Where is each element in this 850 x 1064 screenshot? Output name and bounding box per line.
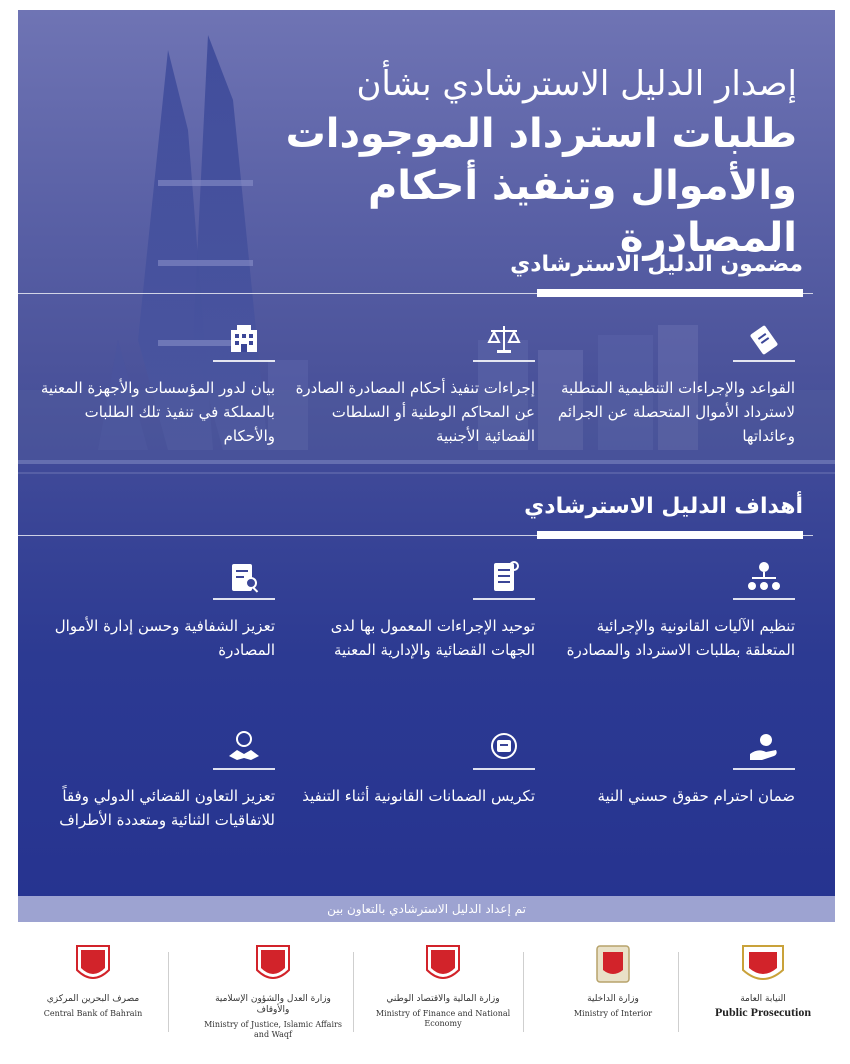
logo-caption-ar: وزارة العدل والشؤون الإسلامية والأوقاف xyxy=(215,994,331,1015)
goal-item-text: توحيد الإجراءات المعمول بها لدى الجهات القضائية والإدارية المعنية xyxy=(330,617,535,659)
hierarchy-icon xyxy=(733,560,795,600)
goal-item-text: ضمان احترام حقوق حسني النية xyxy=(597,787,795,805)
logo-caption-ar: وزارة المالية والاقتصاد الوطني xyxy=(386,994,500,1004)
central-bank-emblem-icon xyxy=(63,940,123,990)
hand-coin-icon xyxy=(733,730,795,770)
logo-caption-en: Public Prosecution xyxy=(714,1005,812,1019)
logo-ministry-of-interior xyxy=(538,940,688,1040)
collaboration-band: تم إعداد الدليل الاسترشادي بالتعاون بين xyxy=(18,896,835,922)
logo-divider xyxy=(353,952,354,1032)
goal-item-transparency xyxy=(35,560,275,662)
poster-frame xyxy=(18,10,835,910)
goal-item-text: تعزيز التعاون القضائي الدولي وفقاً للاتفاقيات الثنائية ومتعددة الأطراف xyxy=(59,787,275,829)
goal-item-good-faith xyxy=(555,730,795,808)
logo-caption-ar: وزارة الداخلية xyxy=(587,994,639,1004)
goal-item-unify xyxy=(295,560,535,662)
content-item-rules xyxy=(555,322,795,448)
content-item-procedures xyxy=(295,322,535,448)
logo-caption-en: Ministry of Finance and National Economy xyxy=(375,1009,511,1028)
goal-item-text: تنظيم الآليات القانونية والإجرائية المتعلقة بطلبات الاسترداد والمصادرة xyxy=(566,617,795,659)
goal-item-text: تعزيز الشفافية وحسن إدارة الأموال المصادرة xyxy=(54,617,275,659)
logo-divider xyxy=(168,952,169,1032)
checklist-icon xyxy=(473,560,535,600)
logo-ministry-of-justice xyxy=(198,940,348,1040)
content-item-institutions xyxy=(35,322,275,448)
goal-item-text: تكريس الضمانات القانونية أثناء التنفيذ xyxy=(302,787,535,805)
content-item-text: القواعد والإجراءات التنظيمية المتطلبة لاسترداد الأموال المتحصلة عن الجرائم وعائداتها xyxy=(557,379,795,445)
logo-caption-ar: مصرف البحرين المركزي xyxy=(46,994,140,1004)
logo-caption-ar: النيابة العامة xyxy=(740,994,786,1004)
title-line-2: طلبات استرداد الموجودات xyxy=(285,111,797,157)
logo-ministry-of-finance xyxy=(368,940,518,1040)
goal-item-guarantees xyxy=(295,730,535,808)
content-section-bar xyxy=(537,289,803,297)
content-item-text: بيان لدور المؤسسات والأجهزة المعنية بالمملكة في تنفيذ تلك الطلبات والأحكام xyxy=(40,379,275,445)
ministry-of-justice-emblem-icon xyxy=(243,940,303,990)
goals-section-heading: أهداف الدليل الاسترشادي xyxy=(524,494,803,519)
partner-logos xyxy=(18,930,835,1050)
scales-icon xyxy=(473,322,535,362)
goal-item-cooperation xyxy=(35,730,275,832)
ministry-of-interior-emblem-icon xyxy=(583,940,643,990)
title-line-3: والأموال وتنفيذ أحكام المصادرة xyxy=(367,163,797,261)
title-line-1: إصدار الدليل الاسترشادي بشأن xyxy=(356,64,797,104)
content-item-text: إجراءات تنفيذ أحكام المصادرة الصادرة عن المحاكم الوطنية أو السلطات القضائية الأجنبية xyxy=(295,379,535,445)
logo-public-prosecution xyxy=(688,940,838,1040)
logo-caption-en: Ministry of Justice, Islamic Affairs and Waqf xyxy=(204,1020,342,1039)
document-icon xyxy=(733,322,795,362)
goals-section-bar xyxy=(537,531,803,539)
content-section-heading: مضمون الدليل الاسترشادي xyxy=(510,252,803,277)
legal-guarantee-icon xyxy=(473,730,535,770)
poster-title xyxy=(237,60,797,264)
logo-caption-en: Ministry of Interior xyxy=(573,1009,653,1018)
goal-item-regulate xyxy=(555,560,795,662)
ministry-of-finance-emblem-icon xyxy=(413,940,473,990)
building-icon xyxy=(213,322,275,362)
clipboard-search-icon xyxy=(213,560,275,600)
logo-central-bank xyxy=(18,940,168,1040)
logo-divider xyxy=(523,952,524,1032)
handshake-globe-icon xyxy=(213,730,275,770)
logo-caption-en: Central Bank of Bahrain xyxy=(43,1009,143,1018)
public-prosecution-emblem-icon xyxy=(733,940,793,990)
